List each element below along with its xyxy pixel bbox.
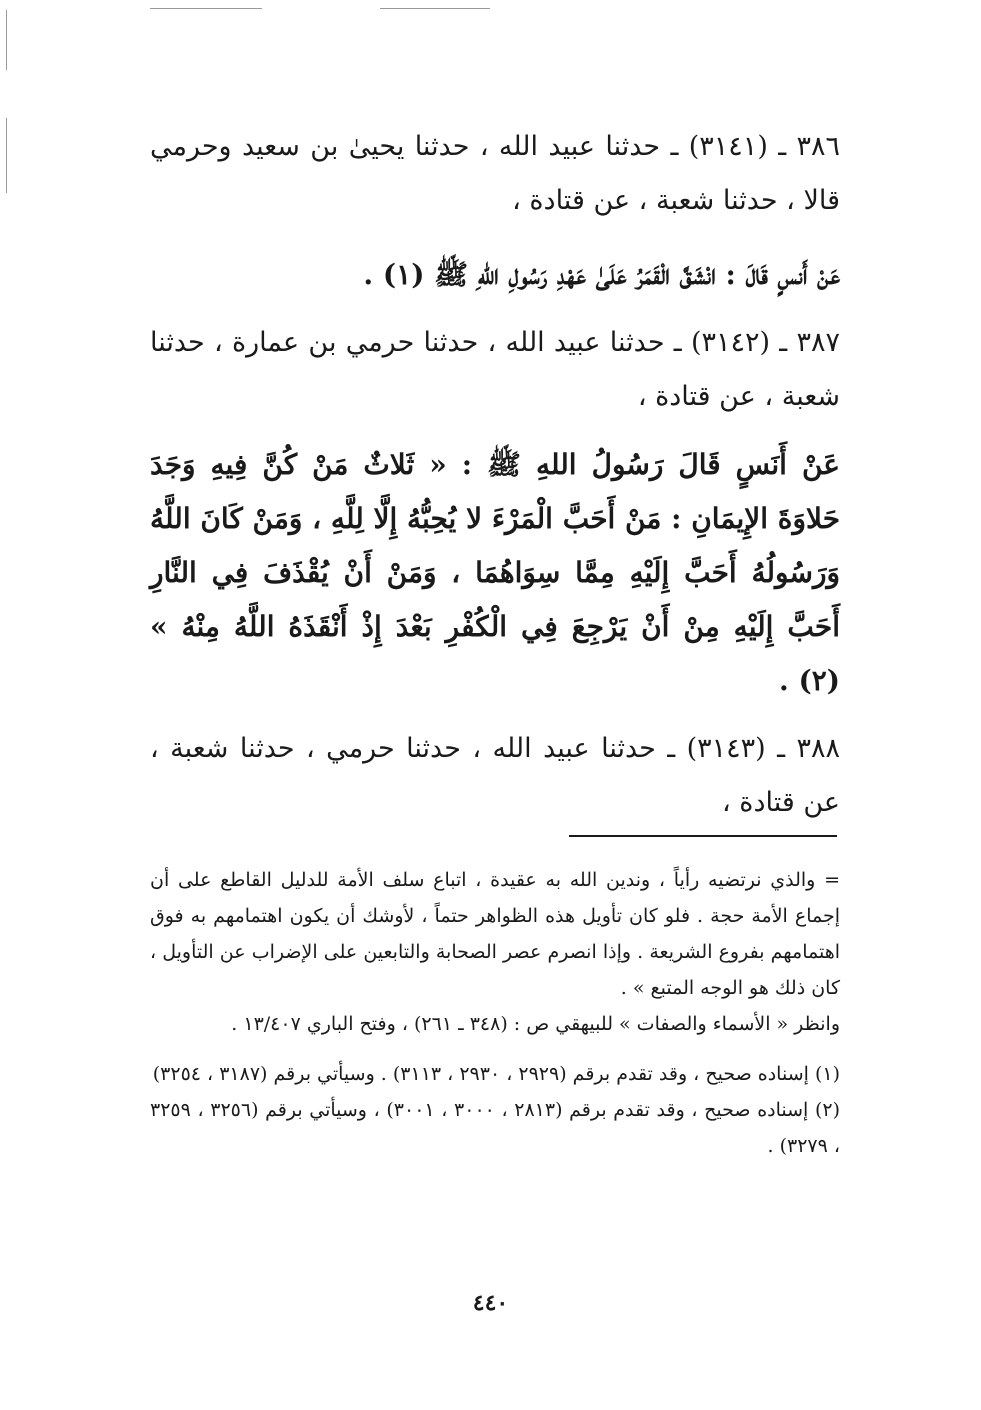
footnotes	[150, 862, 840, 1164]
main-text	[150, 120, 840, 830]
footnote-1: (١) إسناده صحيح ، وقد تقدم برقم (٢٩٢٩ ، ٢٩٣٠ ، ٣١١٣) . وسيأتي برقم (٣١٨٧ ، ٣٢٥٤)	[152, 1063, 840, 1085]
hadith-text-386: عَنْ أَنسٍ قَالَ : انْشَقَّ الْقَمَرُ عَلَىٰ عَهْدِ رَسُولِ اللهِ ﷺ (١) .	[363, 258, 840, 291]
hadith-chain-386: ٣٨٦ ـ (٣١٤١) ـ حدثنا عبيد الله ، حدثنا يحيىٰ بن سعيد وحرمي قالا ، حدثنا شعبة ، عن قتادة ،	[150, 131, 841, 216]
footnote-divider	[569, 835, 837, 837]
scan-edge-line-top-2	[380, 8, 490, 9]
page-number: ٤٤٠	[472, 1290, 509, 1316]
hadith-chain-388: ٣٨٨ ـ (٣١٤٣) ـ حدثنا عبيد الله ، حدثنا حرمي ، حدثنا شعبة ، عن قتادة ،	[150, 733, 840, 818]
footnote-reference: وانظر « الأسماء والصفات » للبيهقي ص : (٣٤٨ ـ ٢٦١) ، وفتح الباري ١٣/٤٠٧ .	[231, 1013, 840, 1035]
scan-edge-line-left	[6, 10, 7, 70]
footnote-continuation: = والذي نرتضيه رأياً ، وندين الله به عقيدة ، اتباع سلف الأمة للدليل القاطع على أن إجماع الأمة حجة . فلو كان تأويل هذه الظواهر حتماً ، لأوشك أن يكون اهتمامهم به فوق اهتمامهم بفروع الشريعة . وإذا انصرم عصر الصحابة والتابعين على الإضراب عن التأويل ، كان ذلك هو الوجه المتبع » .	[150, 869, 840, 999]
footnote-2: (٢) إسناده صحيح ، وقد تقدم برقم (٢٨١٣ ، ٣٠٠٠ ، ٣٠٠١) ، وسيأتي برقم (٣٢٥٦ ، ٣٢٥٩ ، ٣٢٧٩) .	[150, 1099, 841, 1157]
hadith-text-387: عَنْ أَنَسٍ قَالَ رَسُولُ اللهِ ﷺ : « ثَلاثٌ مَنْ كُنَّ فِيهِ وَجَدَ حَلاوَةَ الإِيمَانِ : مَنْ أَحَبَّ الْمَرْءَ لا يُحِبُّهُ إِلَّا لِلَّهِ ، وَمَنْ كَانَ اللَّهُ وَرَسُولُهُ أَحَبَّ إِلَيْهِ مِمَّا سِوَاهُمَا ، وَمَنْ أَنْ يُقْذَفَ فِي النَّارِ أَحَبَّ إِلَيْهِ مِنْ أَنْ يَرْجِعَ فِي الْكُفْرِ بَعْدَ إِذْ أَنْقَذَهُ اللَّهُ مِنْهُ » (٢) .	[150, 448, 840, 697]
scan-edge-line-left-2	[6, 118, 7, 193]
scan-edge-line-top	[150, 8, 262, 9]
hadith-chain-387: ٣٨٧ ـ (٣١٤٢) ـ حدثنا عبيد الله ، حدثنا حرمي بن عمارة ، حدثنا شعبة ، عن قتادة ،	[150, 327, 841, 412]
